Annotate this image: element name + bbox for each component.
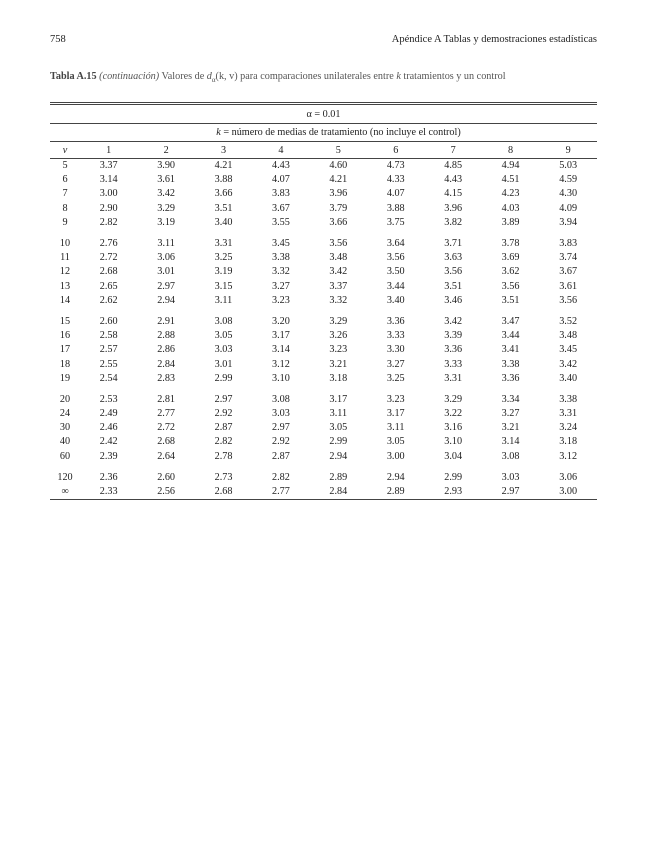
table-cell: 2.73: [214, 471, 233, 483]
nu-value: 120: [57, 471, 73, 483]
table-cell: 2.97: [482, 485, 539, 500]
table-row: [50, 237, 597, 251]
table-cell: 2.97: [272, 422, 290, 434]
table-row: [50, 393, 597, 407]
table-cell: 3.05: [329, 422, 348, 434]
nu-value: 7: [62, 188, 68, 200]
table-caption: [50, 70, 597, 87]
table-cell: 3.27: [386, 358, 405, 370]
table-cell: 3.94: [559, 216, 578, 228]
table-row: [50, 251, 597, 265]
table-cell: 2.83: [157, 372, 176, 384]
nu-value: 16: [59, 330, 71, 342]
table-row: [50, 450, 597, 464]
table-cell: 3.10: [444, 436, 463, 448]
nu-value: 9: [62, 216, 68, 228]
table-cell: 4.73: [386, 160, 405, 172]
table-cell: 2.77: [157, 408, 176, 420]
table-cell: 3.38: [559, 393, 578, 405]
table-row: [50, 216, 597, 230]
table-row: [50, 485, 597, 500]
table-cell: 4.09: [559, 202, 578, 214]
table-cell: 2.33: [80, 485, 137, 500]
table-cell: 3.22: [444, 408, 463, 420]
table-row: [50, 471, 597, 485]
table-cell: 3.44: [386, 280, 405, 292]
table-cell: 3.31: [559, 408, 578, 420]
table-cell: 2.62: [99, 294, 118, 306]
table-cell: 5.03: [559, 160, 578, 172]
nu-value: 5: [62, 160, 68, 172]
table-row: [50, 187, 597, 201]
nu-value: 30: [59, 422, 71, 434]
table-cell: 3.27: [501, 408, 520, 420]
table-cell: 3.88: [386, 202, 405, 214]
table-cell: 3.61: [157, 174, 176, 186]
page-header: [50, 34, 597, 48]
table-cell: 2.84: [157, 358, 176, 370]
nu-value: 15: [59, 315, 71, 327]
caption-text-end: tratamientos y un control: [400, 71, 506, 82]
table-cell: 2.68: [195, 485, 252, 500]
table-cell: 4.21: [329, 174, 348, 186]
nu-value: 18: [59, 358, 71, 370]
table-cell: 2.86: [157, 344, 176, 356]
table-cell: 3.04: [444, 450, 463, 462]
table-cell: 2.72: [99, 252, 118, 264]
table-cell: 2.87: [272, 450, 290, 462]
table-cell: 3.34: [501, 393, 520, 405]
table-cell: 2.68: [157, 436, 176, 448]
table-cell: 3.00: [99, 188, 118, 200]
table-cell: 3.16: [444, 422, 463, 434]
table-cell: 3.11: [214, 294, 233, 306]
nu-value: 24: [59, 408, 71, 420]
caption-d: d: [206, 71, 212, 82]
table-cell: 3.06: [559, 471, 578, 483]
table-row: [50, 435, 597, 449]
table-cell: 4.51: [501, 174, 520, 186]
table-cell: 2.89: [367, 485, 424, 500]
nu-value: 12: [59, 266, 71, 278]
table-row: [50, 372, 597, 386]
table-cell: 3.51: [214, 202, 233, 214]
table-body: [50, 159, 597, 500]
table-cell: 3.11: [157, 238, 175, 250]
nu-value: 20: [59, 393, 71, 405]
table-cell: 2.58: [99, 330, 118, 342]
page-number: 758: [50, 34, 66, 45]
table-row: [50, 421, 597, 435]
table-cell: 3.45: [559, 344, 578, 356]
table-cell: 3.48: [559, 330, 578, 342]
table-cell: 3.17: [272, 330, 290, 342]
table-cell: 3.42: [444, 315, 463, 327]
table-cell: 3.56: [329, 238, 348, 250]
table-cell: 4.07: [386, 188, 405, 200]
group-spacer: [50, 464, 597, 471]
table-cell: 2.49: [99, 408, 118, 420]
table-cell: 3.38: [501, 358, 520, 370]
table-cell: 3.79: [329, 202, 348, 214]
table-cell: 3.30: [386, 344, 405, 356]
table-cell: 3.74: [559, 252, 578, 264]
table-cell: 3.56: [559, 294, 578, 306]
caption-continuation: (continuación): [99, 71, 160, 82]
table-cell: 3.40: [386, 294, 405, 306]
table-cell: 3.51: [444, 280, 463, 292]
table-cell: 3.25: [214, 252, 233, 264]
table-cell: 3.08: [501, 450, 520, 462]
table-cell: 3.37: [99, 160, 118, 172]
table-cell: 3.83: [559, 238, 578, 250]
table-cell: 2.94: [386, 471, 405, 483]
nu-value: 13: [59, 280, 71, 292]
table-cell: 4.43: [272, 160, 290, 172]
table-cell: 2.88: [157, 330, 176, 342]
table-cell: 3.46: [444, 294, 463, 306]
k-header: [80, 124, 597, 142]
table-cell: 2.65: [99, 280, 118, 292]
table-cell: 3.01: [214, 358, 233, 370]
table-cell: 2.82: [99, 216, 118, 228]
nu-value: 14: [59, 294, 71, 306]
table-cell: 3.23: [329, 344, 348, 356]
table-cell: 3.17: [386, 408, 405, 420]
table-cell: 3.03: [272, 408, 290, 420]
table-cell: 3.66: [329, 216, 348, 228]
table-cell: 3.23: [386, 393, 405, 405]
table-cell: 2.91: [157, 315, 176, 327]
nu-header: v: [50, 142, 80, 159]
k-row: [50, 124, 597, 142]
table-cell: 3.56: [501, 280, 520, 292]
table-cell: 3.20: [272, 315, 290, 327]
group-spacer: [50, 230, 597, 237]
table-cell: 3.26: [329, 330, 348, 342]
caption-args: (k, v): [215, 71, 238, 82]
table-cell: 4.15: [444, 188, 463, 200]
column-header: 1: [80, 142, 137, 159]
table-cell: 2.84: [310, 485, 367, 500]
table-cell: 2.36: [99, 471, 118, 483]
table-cell: 2.76: [99, 238, 118, 250]
table-cell: 3.32: [329, 294, 348, 306]
table-cell: 3.39: [444, 330, 463, 342]
table-cell: 3.06: [157, 252, 176, 264]
table-cell: 4.85: [444, 160, 463, 172]
table-cell: 4.23: [501, 188, 520, 200]
table-cell: 3.52: [559, 315, 578, 327]
column-header: 9: [539, 142, 597, 159]
table-cell: 3.56: [444, 266, 463, 278]
table-cell: 2.57: [99, 344, 118, 356]
table-cell: 2.55: [99, 358, 118, 370]
table-cell: 3.33: [386, 330, 405, 342]
table-cell: 2.54: [99, 372, 118, 384]
table-cell: 3.08: [272, 393, 290, 405]
caption-d-sub: α: [211, 76, 216, 85]
table-cell: 2.97: [214, 393, 233, 405]
column-header: 5: [310, 142, 367, 159]
table-cell: 3.05: [214, 330, 233, 342]
table-cell: 3.55: [272, 216, 290, 228]
k-description: = número de medias de tratamiento (no incluye el control): [220, 127, 461, 138]
table-row: [50, 329, 597, 343]
table-cell: 3.17: [329, 393, 348, 405]
table-cell: 3.42: [559, 358, 578, 370]
table-cell: 3.31: [444, 372, 463, 384]
table-cell: 3.51: [501, 294, 520, 306]
table-cell: 3.12: [272, 358, 290, 370]
table-cell: 3.45: [272, 238, 290, 250]
table-cell: 4.21: [214, 160, 233, 172]
k-symbol: k: [216, 127, 221, 138]
table-cell: 3.37: [329, 280, 348, 292]
table-cell: 2.90: [99, 202, 118, 214]
table-cell: 3.90: [157, 160, 176, 172]
table-row: [50, 159, 597, 174]
table-cell: 3.29: [444, 393, 463, 405]
table-cell: 3.88: [214, 174, 233, 186]
table-cell: 3.44: [501, 330, 520, 342]
table-cell: 3.01: [157, 266, 176, 278]
table-cell: 3.21: [329, 358, 348, 370]
table-cell: 2.60: [157, 471, 176, 483]
column-header: 2: [137, 142, 194, 159]
table-cell: 2.81: [157, 393, 176, 405]
nu-value: 40: [59, 436, 71, 448]
table-cell: 3.10: [272, 372, 290, 384]
table-cell: 3.61: [559, 280, 578, 292]
table-cell: 3.96: [329, 188, 348, 200]
nu-value: 11: [60, 252, 70, 264]
table-cell: 2.78: [214, 450, 233, 462]
table-row: [50, 407, 597, 421]
table-cell: 2.42: [99, 436, 118, 448]
table-cell: 3.41: [501, 344, 520, 356]
table-cell: 3.12: [559, 450, 578, 462]
table-cell: 2.87: [214, 422, 233, 434]
table-cell: 3.36: [501, 372, 520, 384]
table-cell: 3.96: [444, 202, 463, 214]
table-cell: 2.68: [99, 266, 118, 278]
table-cell: 2.82: [214, 436, 233, 448]
table-cell: 3.48: [329, 252, 348, 264]
table-row: [50, 294, 597, 308]
table-cell: 2.92: [272, 436, 290, 448]
nu-value: 17: [59, 344, 71, 356]
table-cell: 2.82: [272, 471, 290, 483]
caption-text-after: para comparaciones unilaterales entre: [237, 71, 397, 82]
table-cell: 3.24: [559, 422, 578, 434]
table-cell: 2.72: [157, 422, 176, 434]
table-cell: 3.56: [386, 252, 405, 264]
table-cell: 3.15: [214, 280, 233, 292]
table-cell: 3.69: [501, 252, 520, 264]
table-cell: 4.59: [559, 174, 578, 186]
table-cell: 3.71: [444, 238, 463, 250]
table-cell: 3.36: [386, 315, 405, 327]
table-cell: 3.25: [386, 372, 405, 384]
table-cell: 4.94: [501, 160, 520, 172]
alpha-row: [50, 104, 597, 124]
table-cell: 3.03: [501, 471, 520, 483]
table-cell: 3.18: [559, 436, 578, 448]
table-row: [50, 315, 597, 329]
table-cell: 3.19: [157, 216, 176, 228]
table-cell: 3.03: [214, 344, 233, 356]
table-cell: 4.43: [444, 174, 463, 186]
nu-value: 6: [62, 174, 68, 186]
table-cell: 2.89: [329, 471, 348, 483]
table-cell: 3.83: [272, 188, 290, 200]
table-cell: 2.97: [157, 280, 176, 292]
caption-label: Tabla A.15: [50, 71, 97, 82]
table-cell: 3.33: [444, 358, 463, 370]
column-header: 4: [252, 142, 309, 159]
table-cell: 2.92: [214, 408, 233, 420]
table-cell: 4.33: [386, 174, 405, 186]
table-cell: 3.66: [214, 188, 233, 200]
table-row: [50, 357, 597, 371]
table-cell: 2.53: [99, 393, 118, 405]
alpha-label: α = 0.01: [50, 104, 597, 124]
table-cell: 3.50: [386, 266, 405, 278]
table-cell: 3.63: [444, 252, 463, 264]
table-cell: 3.11: [387, 422, 405, 434]
table-cell: 3.29: [157, 202, 176, 214]
table-cell: 4.30: [559, 188, 578, 200]
table-cell: 4.60: [329, 160, 348, 172]
table-cell: 3.42: [329, 266, 348, 278]
group-spacer: [50, 386, 597, 393]
column-header: 8: [482, 142, 539, 159]
nu-value: 10: [59, 238, 71, 250]
table-cell: 3.32: [272, 266, 290, 278]
table-cell: 3.14: [501, 436, 520, 448]
table-cell: 3.40: [214, 216, 233, 228]
table-row: [50, 280, 597, 294]
table-cell: 4.07: [272, 174, 290, 186]
table-cell: 3.19: [214, 266, 233, 278]
critical-values-table: [50, 102, 597, 500]
table-cell: 3.11: [329, 408, 348, 420]
table-cell: 2.99: [329, 436, 348, 448]
nu-value: ∞: [50, 485, 80, 500]
nu-value: 60: [59, 450, 71, 462]
table-row: [50, 173, 597, 187]
table-row: [50, 202, 597, 216]
table-cell: 3.67: [272, 202, 290, 214]
table-cell: 3.38: [272, 252, 290, 264]
table-cell: 4.03: [501, 202, 520, 214]
table-cell: 2.99: [214, 372, 233, 384]
table-cell: 3.00: [386, 450, 405, 462]
nu-value: 19: [59, 372, 71, 384]
table-cell: 3.14: [272, 344, 290, 356]
column-header: 7: [424, 142, 481, 159]
table-cell: 3.67: [559, 266, 578, 278]
caption-text-before: Valores de: [159, 71, 207, 82]
table-cell: 2.46: [99, 422, 118, 434]
table-row: [50, 343, 597, 357]
table-cell: 3.29: [329, 315, 348, 327]
running-head: Apéndice A Tablas y demostraciones estadísticas: [391, 34, 597, 45]
table-cell: 3.23: [272, 294, 290, 306]
table-cell: 3.47: [501, 315, 520, 327]
table-cell: 3.64: [386, 238, 405, 250]
column-header: 6: [367, 142, 424, 159]
column-header-row: [50, 142, 597, 159]
table-cell: 3.08: [214, 315, 233, 327]
table-cell: 3.62: [501, 266, 520, 278]
table-cell: 2.39: [99, 450, 118, 462]
table-cell: 3.31: [214, 238, 233, 250]
table-cell: 3.21: [501, 422, 520, 434]
table-cell: 3.40: [559, 372, 578, 384]
table-cell: 3.89: [501, 216, 520, 228]
table-cell: 2.93: [424, 485, 481, 500]
table-cell: 3.18: [329, 372, 348, 384]
table-cell: 3.00: [539, 485, 597, 500]
caption-k: k: [396, 71, 401, 82]
table-cell: 3.27: [272, 280, 290, 292]
table-cell: 2.94: [157, 294, 176, 306]
table-cell: 2.60: [99, 315, 118, 327]
table-cell: 2.99: [444, 471, 463, 483]
table-cell: 3.75: [386, 216, 405, 228]
table-cell: 2.64: [157, 450, 176, 462]
table-cell: 3.82: [444, 216, 463, 228]
table-cell: 3.78: [501, 238, 520, 250]
table-cell: 2.77: [252, 485, 309, 500]
table-cell: 3.36: [444, 344, 463, 356]
table-cell: 3.42: [157, 188, 176, 200]
table-cell: 2.94: [329, 450, 348, 462]
group-spacer: [50, 308, 597, 315]
column-header: 3: [195, 142, 252, 159]
nu-value: 8: [62, 202, 68, 214]
table-cell: 2.56: [137, 485, 194, 500]
table-cell: 3.05: [386, 436, 405, 448]
table-row: [50, 265, 597, 279]
table-cell: 3.14: [99, 174, 118, 186]
